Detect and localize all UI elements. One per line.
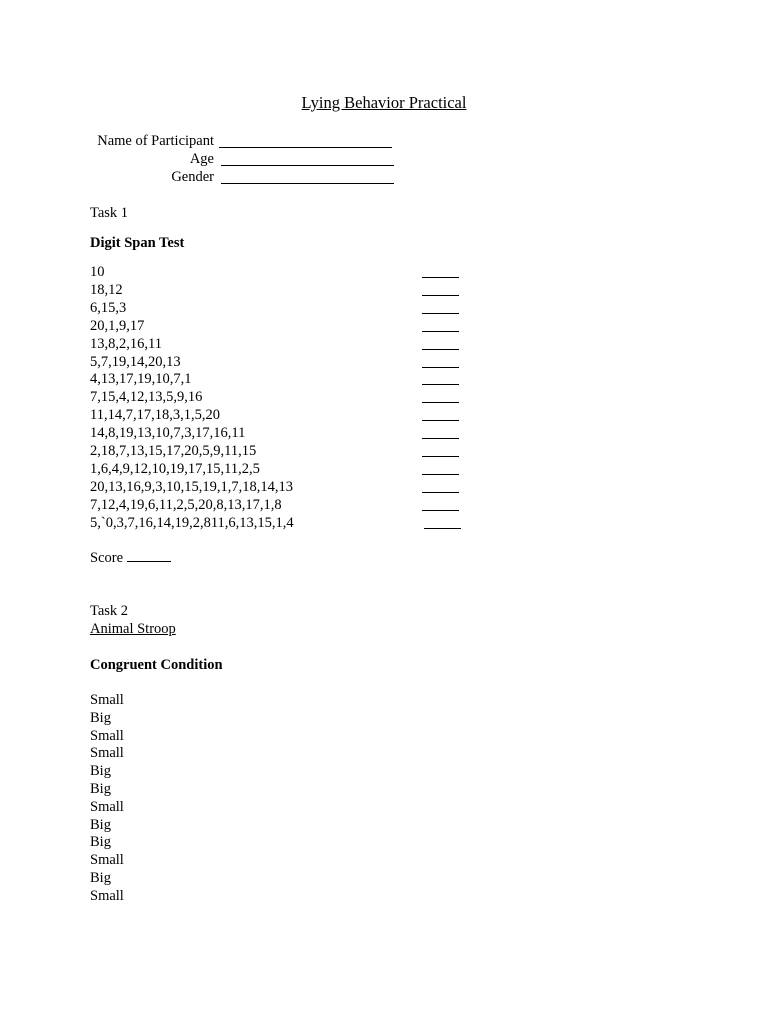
stroop-word: Big	[90, 709, 111, 726]
digit-sequence: 14,8,19,13,10,7,3,17,16,11	[90, 425, 246, 442]
stroop-word: Small	[90, 745, 124, 762]
digit-sequence: 18,12	[90, 281, 123, 298]
digit-answer-line[interactable]	[422, 367, 459, 368]
digit-sequence: 6,15,3	[90, 299, 127, 316]
participant-name-line[interactable]	[219, 147, 392, 148]
digit-answer-line[interactable]	[422, 438, 459, 439]
digit-sequence: 4,13,17,19,10,7,1	[90, 371, 192, 388]
digit-sequence: 20,13,16,9,3,10,15,19,1,7,18,14,13	[90, 478, 293, 495]
digit-sequence: 2,18,7,13,15,17,20,5,9,11,15	[90, 443, 257, 459]
digit-answer-line[interactable]	[422, 474, 459, 475]
digit-sequence: 11,14,7,17,18,3,1,5,20	[90, 407, 220, 424]
digit-answer-line[interactable]	[422, 331, 459, 332]
score-label: Score	[90, 550, 124, 566]
participant-age-line[interactable]	[221, 165, 394, 166]
participant-name-label: Name of Participant	[97, 133, 214, 149]
digit-sequence: 20,1,9,17	[90, 317, 145, 334]
digit-sequence: 10	[90, 264, 105, 280]
task2-subheading: Animal Stroop	[90, 621, 176, 637]
stroop-word: Big	[90, 870, 111, 886]
stroop-word: Small	[90, 852, 124, 869]
digit-answer-line[interactable]	[422, 384, 459, 385]
task2-heading: Task 2	[90, 603, 129, 619]
digit-answer-line[interactable]	[424, 528, 461, 529]
digit-sequence: 1,6,4,9,12,10,19,17,15,11,2,5	[90, 460, 260, 477]
participant-age-label: Age	[189, 151, 214, 167]
stroop-word: Big	[90, 763, 111, 780]
digit-answer-line[interactable]	[422, 349, 459, 350]
condition-heading: Congruent Condition	[90, 657, 223, 673]
stroop-word: Small	[90, 727, 124, 744]
stroop-word: Big	[90, 781, 111, 797]
task1-heading: Task 1	[90, 205, 129, 221]
stroop-word: Big	[90, 816, 111, 833]
task1-subheading: Digit Span Test	[90, 235, 185, 251]
digit-sequence: 13,8,2,16,11	[90, 335, 162, 352]
digit-answer-line[interactable]	[422, 313, 459, 314]
page-title: Lying Behavior Practical	[301, 93, 467, 112]
stroop-word: Small	[90, 798, 124, 815]
score-row	[90, 551, 171, 566]
stroop-word: Small	[90, 887, 124, 904]
participant-gender-label: Gender	[171, 169, 214, 185]
stroop-word: Small	[90, 692, 124, 708]
digit-sequence: 5,`0,3,7,16,14,19,2,811,6,13,15,1,4	[90, 514, 294, 531]
digit-answer-line[interactable]	[422, 492, 459, 493]
digit-answer-line[interactable]	[422, 277, 459, 278]
digit-answer-line[interactable]	[422, 510, 459, 511]
digit-answer-line[interactable]	[422, 295, 459, 296]
digit-sequence: 7,15,4,12,13,5,9,16	[90, 389, 203, 406]
digit-answer-line[interactable]	[422, 456, 459, 457]
digit-sequence: 7,12,4,19,6,11,2,5,20,8,13,17,1,8	[90, 496, 282, 513]
score-line[interactable]	[127, 561, 171, 562]
digit-answer-line[interactable]	[422, 402, 459, 403]
stroop-word: Big	[90, 834, 111, 851]
participant-gender-line[interactable]	[221, 183, 394, 184]
digit-answer-line[interactable]	[422, 420, 459, 421]
digit-sequence: 5,7,19,14,20,13	[90, 353, 181, 370]
